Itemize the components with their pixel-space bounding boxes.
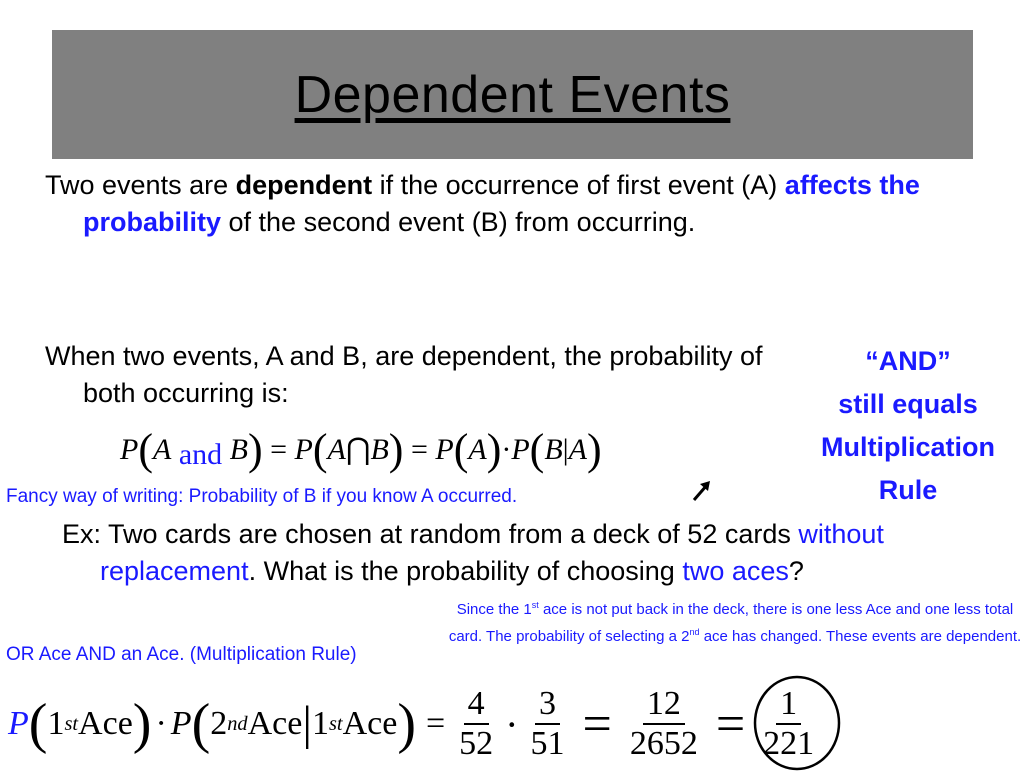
dependent-explanation-note: [440, 594, 1024, 648]
formula-p4: P: [511, 433, 530, 466]
f2-ace2: Ace: [247, 705, 303, 742]
note-part-b: ace is not put back in the deck, there is one less Ace and one less total card. The probability of selecting a 2: [448, 601, 1014, 645]
note-part-a: Since the 1: [456, 601, 532, 618]
formula-and-word: and: [178, 438, 223, 471]
ex-two-aces: two aces: [682, 556, 789, 586]
formula-eq-1: =: [270, 433, 288, 466]
f2-nd: nd: [227, 712, 248, 735]
f2-one: 1: [47, 705, 65, 742]
conditional-formula: P(A and B) = P(A⋂B) = P(A)·P(B|A): [120, 425, 602, 474]
note-sup-nd: nd: [689, 627, 700, 637]
formula-intersect: ⋂: [345, 433, 371, 466]
def-dependent: dependent: [235, 170, 373, 200]
circled-answer: [759, 685, 818, 763]
frac2-den: 51: [530, 725, 565, 762]
fancy-note-text: Fancy way of writing: Probability of B if you know A occurred.: [6, 486, 518, 507]
f2-ace: Ace: [78, 705, 133, 742]
answer-circle-icon: [751, 673, 843, 773]
f2-two: 2: [210, 705, 228, 742]
frac4-den: 221: [763, 725, 815, 762]
frac1-num: 4: [464, 685, 489, 725]
frac2-num: 3: [535, 685, 560, 725]
note-sup-st: st: [531, 600, 539, 610]
ex-text-1: Ex: Two cards are chosen at random from a deck of 52 cards: [62, 519, 799, 549]
title-bar: [52, 30, 973, 159]
fraction-3-51: [527, 685, 569, 763]
and-rule-line-4: Rule: [878, 475, 938, 505]
and-rule-line-2: still equals: [838, 389, 978, 419]
formula-a: A: [152, 433, 172, 466]
def-affects: affects the probability: [83, 170, 920, 237]
ex-without-replacement: without replacement: [100, 519, 884, 586]
fancy-way-note: [6, 486, 517, 508]
formula-b2: B: [370, 433, 389, 466]
def-text-3: if the occurrence of first event (A): [372, 170, 785, 200]
or-ace-text: OR Ace AND an Ace. (Multiplication Rule): [6, 644, 357, 665]
and-rule-line-3: Multiplication: [821, 432, 995, 462]
def-text-1: Two events are: [45, 170, 236, 200]
formula-p3: P: [435, 433, 454, 466]
formula-dot: ·: [501, 433, 512, 466]
note-part-c: ace has changed. These events are dependent.: [699, 628, 1022, 645]
two-aces-formula: P ( 1 st Ace ) · P ( 2 nd Ace | 1 st Ace ) = $\frac{4}{52}$ · $\frac{3}{51}$ = $\frac{12}{2652}$ = $\frac{1}{221}$: [8, 680, 818, 768]
frac4-num: 1: [776, 685, 801, 725]
formula-given-bar: |: [562, 433, 569, 466]
formula-b3: B: [544, 433, 563, 466]
frac3-den: 2652: [629, 725, 698, 762]
page-title: Dependent Events: [294, 65, 731, 124]
ex-text-5: ?: [788, 556, 804, 586]
f2-ace3: Ace: [342, 705, 398, 742]
formula-a4: A: [568, 433, 587, 466]
f2-st: st: [64, 712, 79, 735]
f2-st2: st: [328, 712, 343, 735]
ex-text-3: . What is the probability of choosing: [248, 556, 683, 586]
arrow-up-right-icon: [690, 478, 714, 504]
f2-p2: P: [170, 705, 192, 742]
and-rule-note: [792, 340, 1024, 512]
f2-p: P: [8, 705, 29, 742]
or-ace-note: [6, 644, 357, 666]
example-paragraph: [62, 516, 942, 590]
frac3-num: 12: [643, 685, 685, 725]
both-occurring-paragraph: [45, 338, 805, 412]
formula-b: B: [229, 433, 248, 466]
and-rule-line-1: “AND”: [865, 346, 951, 376]
fraction-4-52: [455, 685, 497, 763]
frac1-den: 52: [459, 725, 494, 762]
formula-a2: A: [327, 433, 346, 466]
formula-a3: A: [468, 433, 487, 466]
both-text: When two events, A and B, are dependent, the probability of both occurring is:: [45, 341, 763, 408]
def-text-5: of the second event (B) from occurring.: [221, 207, 696, 237]
fraction-12-2652: [626, 685, 702, 763]
formula-p2: P: [294, 433, 313, 466]
formula-p: P: [120, 433, 139, 466]
f2-one2: 1: [311, 705, 329, 742]
formula-eq-2: =: [410, 433, 428, 466]
definition-paragraph: [45, 167, 945, 241]
